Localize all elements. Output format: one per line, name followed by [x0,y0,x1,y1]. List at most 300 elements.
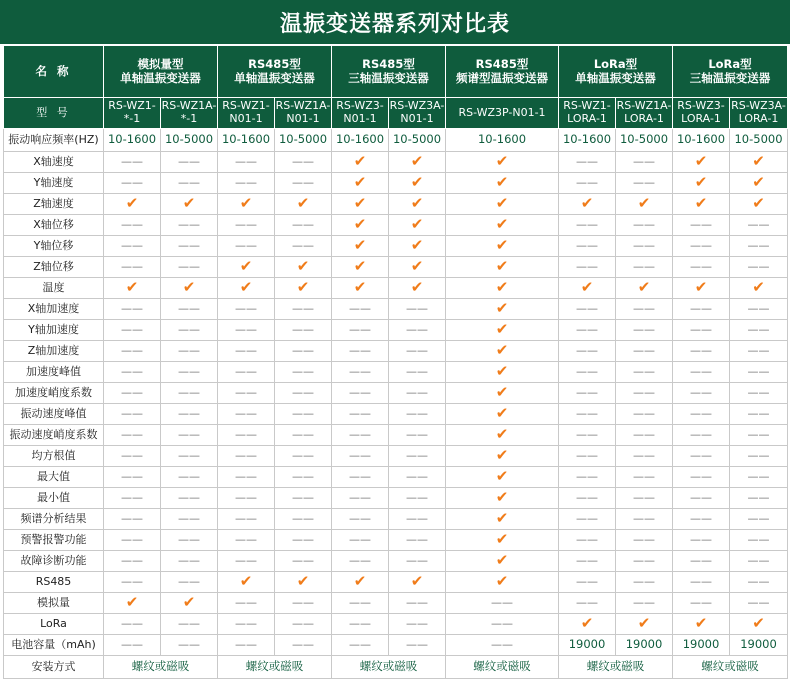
dash-icon: —— [349,301,371,315]
feature-cell [218,152,275,173]
dash-icon: —— [121,638,143,652]
dash-icon: —— [576,238,598,252]
model-line2: N01-1 [229,112,263,125]
check-icon: ✔ [296,278,310,297]
feature-cell [673,446,730,467]
feature-cell [332,467,389,488]
feature-cell [275,614,332,635]
feature-cell [673,593,730,614]
feature-cell [332,299,389,320]
feature-cell [730,446,788,467]
feature-cell [616,341,673,362]
frequency-value: 10-1600 [332,129,389,152]
dash-icon: —— [633,385,655,399]
dash-icon: —— [690,406,712,420]
feature-cell [161,593,218,614]
feature-cell [218,572,275,593]
check-icon: ✔ [410,572,424,591]
model-line1: RS-WZ1- [222,99,270,113]
check-icon: ✔ [125,278,139,297]
battery-value: 19000 [673,635,730,656]
battery-value [218,635,275,656]
model-cell [616,98,673,129]
dash-icon: —— [747,574,770,588]
dash-icon: —— [690,343,712,357]
feature-cell [559,341,616,362]
dash-icon: —— [235,217,257,231]
feature-cell [218,404,275,425]
dash-icon: —— [349,532,371,546]
feature-cell [218,614,275,635]
check-icon: ✔ [353,152,367,171]
feature-cell [559,551,616,572]
battery-value [389,635,446,656]
feature-row [4,194,788,215]
feature-label: 均方根值 [4,446,104,467]
check-icon: ✔ [239,257,253,276]
dash-icon: —— [576,385,598,399]
dash-icon: —— [406,301,428,315]
dash-icon: —— [576,490,598,504]
battery-value: 19000 [616,635,673,656]
dash-icon: —— [178,616,200,630]
feature-cell [446,320,559,341]
feature-cell [616,593,673,614]
feature-cell [332,278,389,299]
feature-cell [559,257,616,278]
feature-cell [446,404,559,425]
dash-icon: —— [690,532,712,546]
dash-icon: —— [576,154,598,168]
dash-icon: —— [121,385,143,399]
dash-icon: —— [178,322,200,336]
check-icon: ✔ [580,278,594,297]
feature-cell [104,299,161,320]
feature-row [4,257,788,278]
feature-label: 模拟量 [4,593,104,614]
feature-cell [446,467,559,488]
feature-row [4,488,788,509]
dash-icon: —— [178,259,200,273]
feature-cell [389,446,446,467]
feature-cell [104,341,161,362]
check-icon: ✔ [495,215,509,234]
feature-cell [104,278,161,299]
dash-icon: —— [690,511,712,525]
feature-cell [616,194,673,215]
feature-cell [389,320,446,341]
feature-cell [275,173,332,194]
dash-icon: —— [121,217,143,231]
model-line1: RS-WZ1A- [616,99,672,113]
feature-cell [616,509,673,530]
feature-row [4,299,788,320]
feature-cell [559,488,616,509]
feature-label: 振动速度峰值 [4,404,104,425]
dash-icon: —— [349,385,371,399]
dash-icon: —— [406,638,428,652]
feature-cell [616,404,673,425]
dash-icon: —— [576,217,598,231]
name-label: 名 称 [4,46,104,98]
feature-cell [559,278,616,299]
feature-row [4,509,788,530]
feature-cell [389,278,446,299]
check-icon: ✔ [495,362,509,381]
dash-icon: —— [690,385,712,399]
battery-value [332,635,389,656]
group-name-line1: 模拟量型 [137,57,184,72]
feature-row [4,593,788,614]
dash-icon: —— [633,238,655,252]
dash-icon: —— [349,553,371,567]
feature-cell [161,614,218,635]
dash-icon: —— [235,511,257,525]
model-cell [446,98,559,129]
dash-icon: —— [178,638,200,652]
feature-cell [673,425,730,446]
feature-row [4,362,788,383]
dash-icon: —— [576,364,598,378]
feature-cell [275,488,332,509]
check-icon: ✔ [495,446,509,465]
dash-icon: —— [121,259,143,273]
feature-label: 最大值 [4,467,104,488]
dash-icon: —— [235,595,257,609]
dash-icon: —— [576,343,598,357]
feature-cell [161,257,218,278]
dash-icon: —— [178,427,200,441]
feature-cell [559,383,616,404]
feature-cell [559,446,616,467]
feature-row [4,236,788,257]
feature-cell [730,236,788,257]
feature-cell [332,320,389,341]
model-cell [389,98,446,129]
feature-cell [332,362,389,383]
feature-cell [275,425,332,446]
feature-cell [389,341,446,362]
install-label: 安装方式 [4,656,104,679]
feature-cell [446,278,559,299]
dash-icon: —— [178,511,200,525]
check-icon: ✔ [353,215,367,234]
feature-label: Y轴速度 [4,173,104,194]
feature-cell [616,173,673,194]
dash-icon: —— [406,595,428,609]
dash-icon: —— [292,616,314,630]
feature-cell [446,509,559,530]
dash-icon: —— [406,532,428,546]
check-icon: ✔ [752,152,765,171]
dash-icon: —— [633,532,655,546]
feature-cell [218,278,275,299]
model-line1: RS-WZ3P-N01-1 [458,105,546,119]
feature-cell [673,614,730,635]
group-name-cell [104,46,218,98]
model-cell [559,98,616,129]
dash-icon: —— [178,490,200,504]
dash-icon: —— [576,301,598,315]
feature-cell [559,152,616,173]
feature-cell [389,530,446,551]
feature-label: 最小值 [4,488,104,509]
feature-cell [673,152,730,173]
model-cell [673,98,730,129]
dash-icon: —— [633,553,655,567]
feature-cell [730,257,788,278]
check-icon: ✔ [239,572,253,591]
dash-icon: —— [235,343,257,357]
dash-icon: —— [406,385,428,399]
feature-cell [559,572,616,593]
feature-cell [559,530,616,551]
check-icon: ✔ [410,215,424,234]
feature-cell [161,446,218,467]
feature-row [4,572,788,593]
dash-icon: —— [491,616,513,630]
dash-icon: —— [406,364,428,378]
feature-cell [559,299,616,320]
feature-row [4,341,788,362]
feature-label: RS485 [4,572,104,593]
dash-icon: —— [690,595,712,609]
dash-icon: —— [292,427,314,441]
feature-cell [389,425,446,446]
feature-cell [275,341,332,362]
check-icon: ✔ [580,194,594,213]
feature-cell [446,257,559,278]
dash-icon: —— [747,301,770,315]
check-icon: ✔ [353,257,367,276]
feature-cell [104,194,161,215]
feature-cell [389,173,446,194]
feature-cell [673,488,730,509]
dash-icon: —— [292,490,314,504]
dash-icon: —— [121,406,143,420]
feature-cell [616,614,673,635]
model-line2: *-1 [180,112,198,125]
feature-cell [616,572,673,593]
group-name-line2: 三轴温振变送器 [348,70,429,85]
model-cell [332,98,389,129]
dash-icon: —— [292,406,314,420]
feature-cell [161,530,218,551]
battery-value: 19000 [730,635,788,656]
feature-cell [332,593,389,614]
dash-icon: —— [576,322,598,336]
dash-icon: —— [633,574,655,588]
model-line2: N01-1 [343,112,377,125]
check-icon: ✔ [353,173,367,192]
feature-cell [161,509,218,530]
dash-icon: —— [121,343,143,357]
dash-icon: —— [121,574,143,588]
dash-icon: —— [349,490,371,504]
feature-cell [730,572,788,593]
group-name-line1: LoRa型 [708,57,752,72]
feature-cell [673,299,730,320]
dash-icon: —— [690,469,712,483]
dash-icon: —— [576,469,598,483]
check-icon: ✔ [637,614,651,633]
feature-cell [616,152,673,173]
header-row-models [4,98,788,129]
battery-row [4,635,788,656]
feature-cell [673,173,730,194]
feature-cell [332,509,389,530]
dash-icon: —— [633,322,655,336]
feature-cell [730,215,788,236]
dash-icon: —— [121,511,143,525]
check-icon: ✔ [182,194,196,213]
frequency-value: 10-1600 [446,129,559,152]
feature-cell [104,446,161,467]
feature-cell [218,467,275,488]
feature-row [4,551,788,572]
dash-icon: —— [576,511,598,525]
dash-icon: —— [349,343,371,357]
feature-cell [389,614,446,635]
feature-cell [275,257,332,278]
feature-cell [218,593,275,614]
dash-icon: —— [406,427,428,441]
check-icon: ✔ [752,278,765,297]
feature-label: 加速度峰值 [4,362,104,383]
dash-icon: —— [690,217,712,231]
dash-icon: —— [576,427,598,441]
dash-icon: —— [178,448,200,462]
frequency-value: 10-1600 [218,129,275,152]
feature-row [4,425,788,446]
dash-icon: —— [747,343,770,357]
dash-icon: —— [178,574,200,588]
dash-icon: —— [292,385,314,399]
dash-icon: —— [747,238,770,252]
feature-cell [161,152,218,173]
group-name-line2: 频谱型温振变送器 [456,70,548,85]
dash-icon: —— [747,595,770,609]
group-name-line1: RS485型 [362,57,415,72]
feature-cell [446,614,559,635]
feature-cell [218,173,275,194]
feature-cell [673,383,730,404]
feature-cell [616,488,673,509]
feature-row [4,173,788,194]
feature-cell [218,509,275,530]
model-line2: LORA-1 [738,112,779,125]
feature-cell [389,152,446,173]
dash-icon: —— [747,469,770,483]
dash-icon: —— [292,238,314,252]
dash-icon: —— [121,427,143,441]
battery-value [161,635,218,656]
feature-cell [161,173,218,194]
dash-icon: —— [406,322,428,336]
feature-row [4,446,788,467]
feature-cell [332,152,389,173]
feature-cell [161,488,218,509]
dash-icon: —— [178,364,200,378]
check-icon: ✔ [182,593,196,612]
check-icon: ✔ [410,194,424,213]
group-name-line2: 单轴温振变送器 [575,70,656,85]
feature-cell [730,425,788,446]
dash-icon: —— [349,511,371,525]
feature-cell [559,215,616,236]
feature-cell [559,173,616,194]
feature-cell [161,299,218,320]
feature-cell [104,257,161,278]
group-name-line2: 单轴温振变送器 [120,70,201,85]
check-icon: ✔ [125,194,139,213]
group-name-cell [673,46,788,98]
feature-cell [446,425,559,446]
feature-cell [559,467,616,488]
dash-icon: —— [349,638,371,652]
check-icon: ✔ [752,614,765,633]
dash-icon: —— [121,616,143,630]
dash-icon: —— [690,259,712,273]
group-name-line1: LoRa型 [593,57,638,72]
feature-cell [218,299,275,320]
dash-icon: —— [690,322,712,336]
dash-icon: —— [178,532,200,546]
dash-icon: —— [576,532,598,546]
dash-icon: —— [690,238,712,252]
feature-cell [218,236,275,257]
dash-icon: —— [349,595,371,609]
feature-cell [559,236,616,257]
feature-cell [275,446,332,467]
dash-icon: —— [747,364,770,378]
check-icon: ✔ [353,572,367,591]
check-icon: ✔ [495,257,509,276]
dash-icon: —— [235,406,257,420]
dash-icon: —— [349,364,371,378]
check-icon: ✔ [694,173,708,192]
feature-cell [104,551,161,572]
frequency-value: 10-1600 [104,129,161,152]
check-icon: ✔ [580,614,594,633]
check-icon: ✔ [410,257,424,276]
dash-icon: —— [121,301,143,315]
model-line1: RS-WZ1- [563,99,611,113]
dash-icon: —— [235,469,257,483]
feature-cell [616,383,673,404]
feature-cell [446,572,559,593]
dash-icon: —— [235,301,257,315]
install-value: 螺纹或磁吸 [446,656,559,679]
frequency-value: 10-5000 [616,129,673,152]
feature-cell [161,404,218,425]
dash-icon: —— [576,595,598,609]
feature-cell [673,320,730,341]
dash-icon: —— [633,343,655,357]
feature-cell [218,194,275,215]
dash-icon: —— [576,175,598,189]
feature-label: 温度 [4,278,104,299]
feature-cell [218,551,275,572]
dash-icon: —— [747,427,770,441]
dash-icon: —— [292,217,314,231]
dash-icon: —— [121,322,143,336]
dash-icon: —— [178,154,200,168]
feature-cell [275,551,332,572]
dash-icon: —— [121,469,143,483]
feature-cell [218,446,275,467]
check-icon: ✔ [410,236,424,255]
